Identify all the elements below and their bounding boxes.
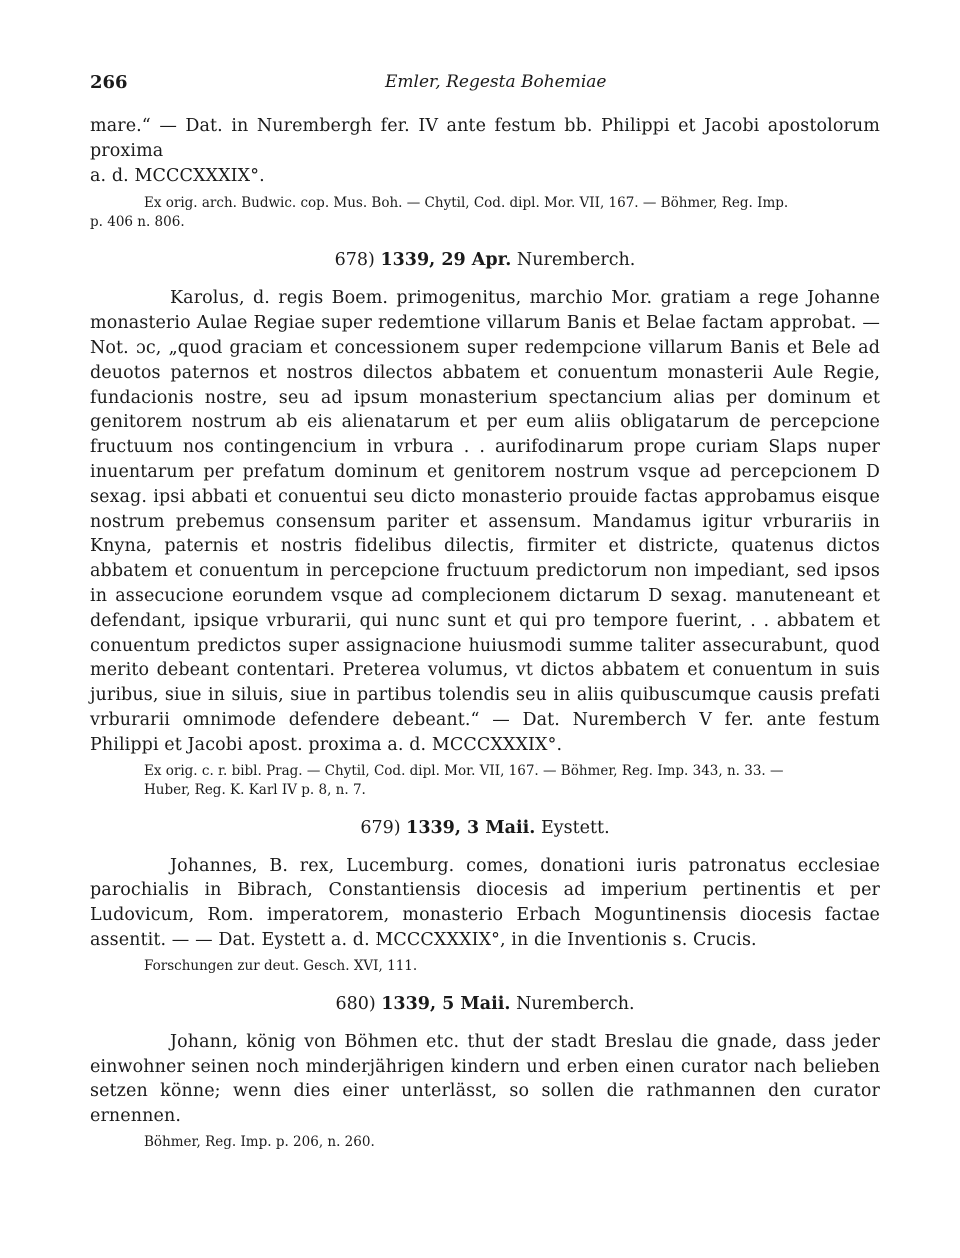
- source-line: Ex orig. c. r. bibl. Prag. — Chytil, Cod. dipl. Mor. VII, 167. — Böhmer, Reg. Imp. 343, n. 33. —: [144, 762, 784, 779]
- source-line: Ex orig. arch. Budwic. cop. Mus. Boh. — Chytil, Cod. dipl. Mor. VII, 167. — Böhmer, Reg. Imp.: [144, 195, 789, 212]
- entry-text: Karolus, d. regis Boem. primogenitus, marchio Mor. gratiam a rege Johanne monasterio Aulae Regiae super redemtione villarum Banis et Belae factam approbat. — Not. ɔc, „quod graciam et concessionem super redempcione villarum Banis et Bele ad deuotos paternos et nostros dilectos abbatem et conuentum monasterii Aule Regie, fundacionis nostre, seu ad ipsum monasterium spectancium alias per dominum et genitorem nostrum ab eis alienatarum et per eum aliis obligatarum de percepcione fructuum nos contingencium in vrbura . . aurifodinarum prope curiam Slaps nuper inuentarum per prefatum dominum et genitorem nostrum vsque ad percepcionem D sexag. ipsi abbati et conuentui seu dicto monasterio prouide factas approbamus eisque nostrum prebemus consensum pariter et assensum. Mandamus igitur vrburariis in Knyna, paternis et nostris fidelibus dilectis, firmiter et districte, quatenus dictos abbatem et conuentum in percepcione fructuum predictorum non impediant, sed ipsos in assecucione eorundem vsque ad complecionem dictarum D sexag. manuteneant et defendant, ipsique vrburarii, qui nunc sunt et qui pro tempore fuerint, . . abbatem et conuentum predictos super assignacione huiusmodi summe taliter assecurabunt, quod merito debeant contentari. Preterea volumus, vt dictos abbatem et conuentum in suis juribus, siue in siluis, siue in partibus tolendis seu in aliis quibuscumque causis prefati vrburarii omnimode defendere debeant.“ — Dat. Nuremberch V fer. ante festum Philippi et Jacobi apost. proxima a. d. MCCCXXXIX°.: [90, 288, 880, 755]
- entry-number: 678): [334, 250, 375, 271]
- entry-date: 1339, 29 Apr.: [380, 250, 512, 271]
- entry-place: Nuremberch.: [516, 993, 635, 1014]
- source-line: Forschungen zur deut. Gesch. XVI, 111.: [144, 957, 418, 974]
- entry-text: Johannes, B. rex, Lucemburg. comes, donationi iuris patronatus ecclesiae parochialis in Bibrach, Constantiensis diocesis ad imperium pertinentis et per Ludovicum, Rom. imperatorem, monasterio Erbach Moguntinensis diocesis factae assentit. — — Dat. Eystett a. d. MCCCXXXIX°, in die Inventionis s. Crucis.: [90, 855, 880, 950]
- source-line: p. 406 n. 806.: [90, 214, 185, 231]
- running-title: Emler, Regesta Bohemiae: [385, 72, 607, 92]
- entry-place: Nuremberch.: [516, 250, 636, 271]
- entry-heading: [90, 818, 880, 838]
- entry-679: [90, 818, 880, 976]
- page-number: 266: [90, 72, 128, 93]
- source-line: Böhmer, Reg. Imp. p. 206, n. 260.: [144, 1133, 375, 1150]
- entry-place: Eystett.: [540, 817, 610, 838]
- entry-source: [90, 762, 880, 800]
- entry-source: [90, 1133, 880, 1152]
- entry-date: 1339, 5 Maii.: [381, 993, 511, 1014]
- entry-680: [90, 994, 880, 1152]
- entry-number: 679): [360, 817, 401, 838]
- entry-prev-source: [90, 194, 880, 232]
- entry-prev-line-2: a. d. MCCCXXXIX°.: [90, 165, 265, 186]
- entry-source: [90, 957, 880, 976]
- entry-heading: [90, 250, 880, 270]
- entry-heading: [90, 994, 880, 1014]
- entry-prev: [90, 114, 880, 232]
- entry-date: 1339, 3 Maii.: [406, 817, 536, 838]
- entry-678: [90, 250, 880, 799]
- running-head: [90, 72, 880, 102]
- document-page: [90, 72, 880, 1152]
- entry-prev-line-1: mare.“ — Dat. in Nurembergh fer. IV ante festum bb. Philippi et Jacobi apostolorum proxima: [90, 116, 880, 161]
- entry-number: 680): [335, 993, 376, 1014]
- source-line: Huber, Reg. K. Karl IV p. 8, n. 7.: [144, 781, 366, 798]
- entry-text: Johann, könig von Böhmen etc. thut der stadt Breslau die gnade, dass jeder einwohner seinen noch minderjährigen kindern und erben einen curator nach belieben setzen könne; wenn dies einer unterlässt, so sollen die rathmannen den curator ernennen.: [90, 1031, 880, 1127]
